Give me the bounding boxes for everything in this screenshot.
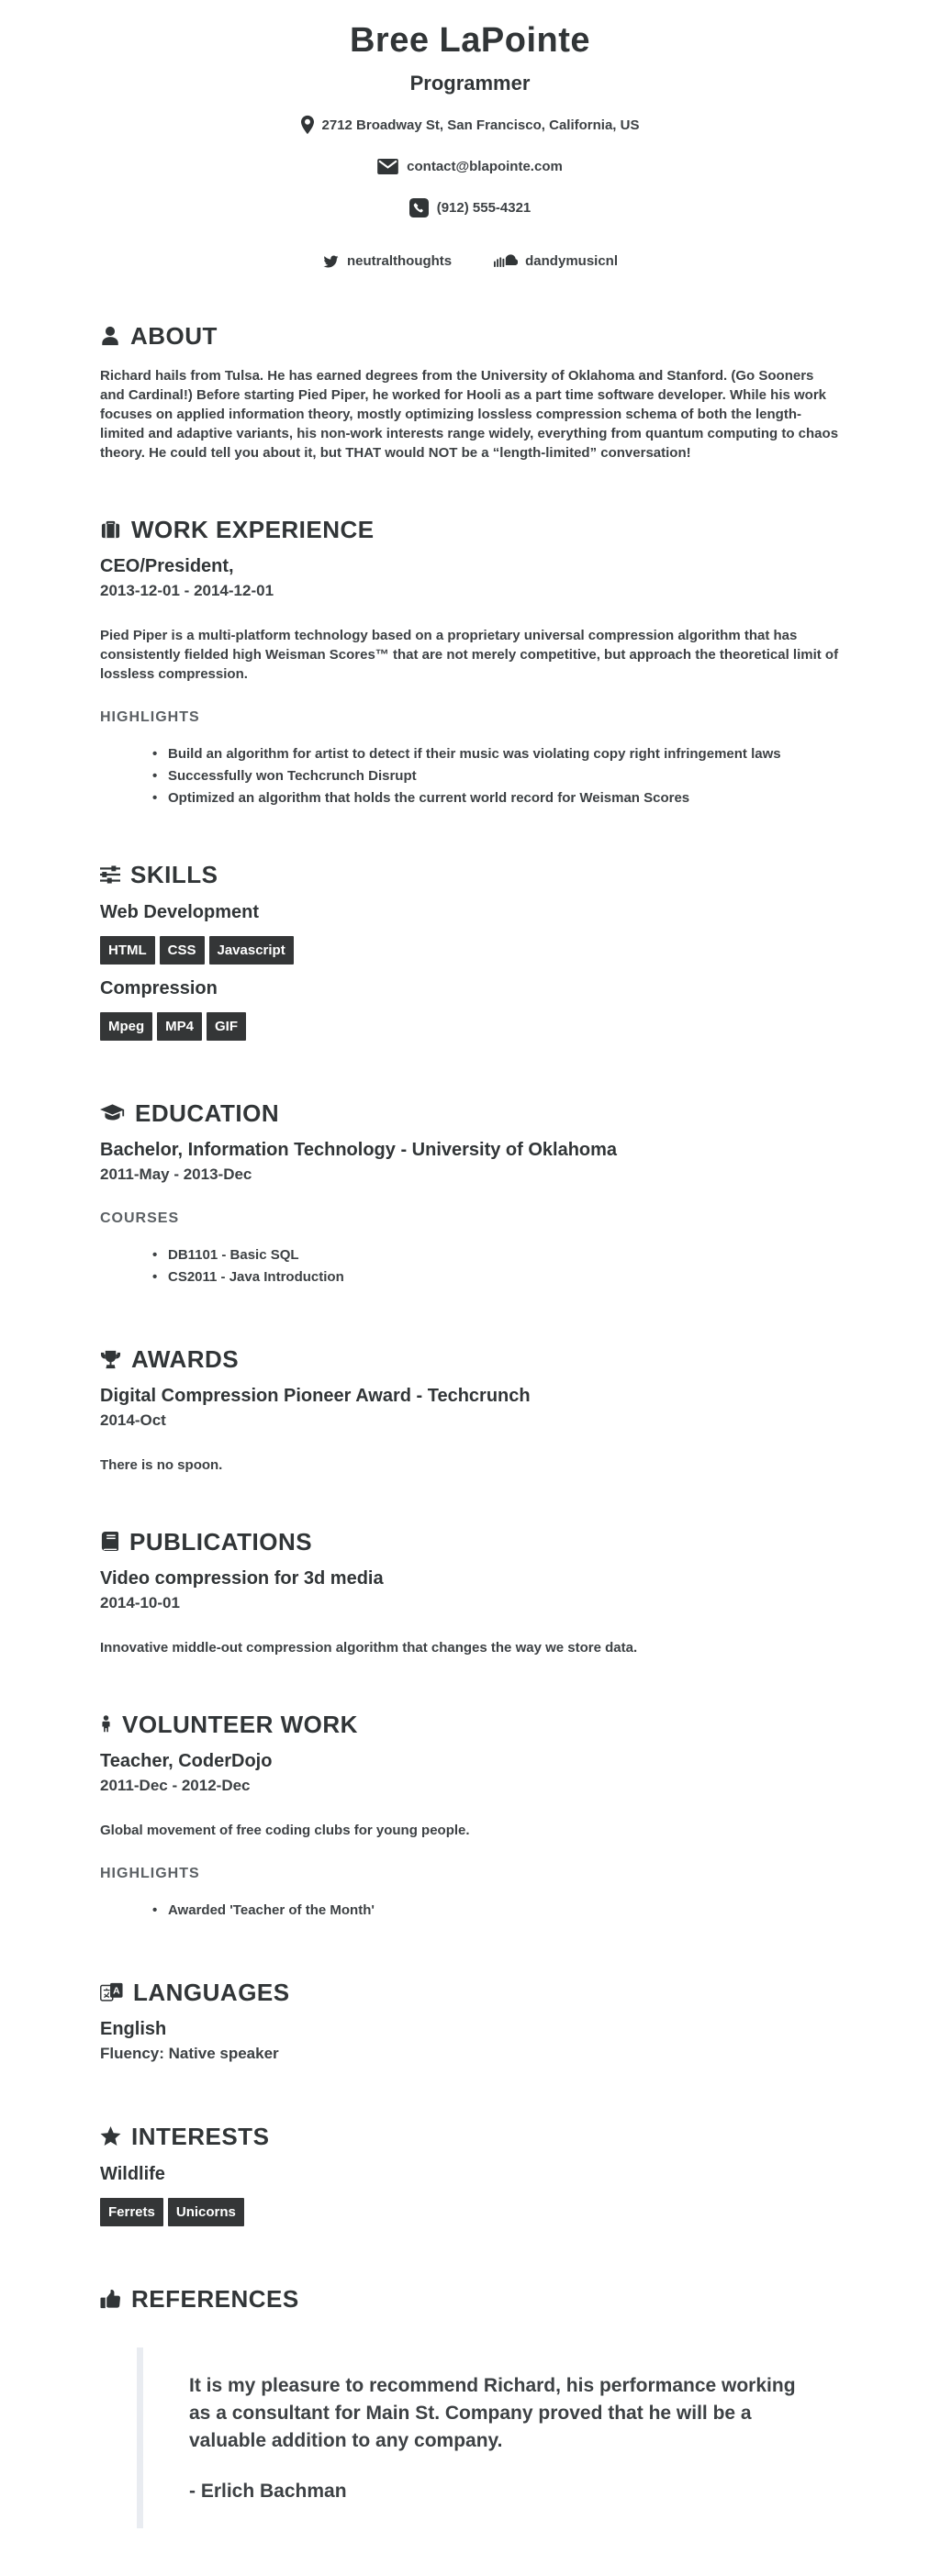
contact-email-row (100, 155, 840, 177)
thumbs-up-icon (100, 2289, 121, 2310)
section-references (100, 2285, 840, 2528)
map-marker-icon (301, 115, 314, 135)
section-interests (100, 2123, 840, 2226)
course-item: • CS2011 - Java Introduction (152, 1267, 840, 1287)
graduation-cap-icon (100, 1104, 125, 1122)
contact-address-row (100, 114, 840, 136)
work-highlights-list (100, 744, 840, 808)
publication-name: Video compression for 3d media (100, 1568, 384, 1589)
email-text: contact@blapointe.com (407, 158, 563, 174)
about-text: Richard hails from Tulsa. He has earned degrees from the University of Oklahoma and Stanford. (Go Sooners and Cardinal!) Before starting Pied Piper, he worked for Hooli as a part time software developer. While his work focuses on applied information theory, mostly optimizing lossless compression schema of both the length-limited and adaptive variants, his non-work interests range widely, everything from quantum computing to chaos theory. He could tell you about it, but THAT would NOT be a “length-limited” conversation! (100, 368, 839, 461)
svg-text:A: A (112, 1985, 120, 1997)
phone-text: (912) 555-4321 (436, 199, 532, 216)
resume-header (100, 20, 840, 269)
interest-tags (100, 2198, 840, 2226)
interest-name: Wildlife (100, 2164, 165, 2184)
soundcloud-handle: dandymusicnl (525, 253, 618, 269)
skill-tag: HTML (100, 936, 155, 965)
education-title: EDUCATION (135, 1099, 280, 1127)
work-highlight-item: • Optimized an algorithm that holds the current world record for Weisman Scores (152, 788, 840, 808)
volunteer-dates: 2011-Dec - 2012-Dec (100, 1777, 251, 1794)
social-soundcloud (494, 253, 618, 269)
references-title: REFERENCES (131, 2285, 299, 2313)
volunteer-header (100, 1711, 840, 1738)
volunteer-summary: Global movement of free coding clubs for young people. (100, 1823, 470, 1838)
award-name: Digital Compression Pioneer Award - Techcrunch (100, 1386, 531, 1406)
reference-quote-block (137, 2347, 803, 2528)
child-icon (100, 1713, 112, 1735)
section-publications (100, 1528, 840, 1657)
about-header (100, 322, 840, 350)
course-item: • DB1101 - Basic SQL (152, 1245, 840, 1265)
work-header (100, 516, 840, 543)
interest-tag: Unicorns (168, 2198, 244, 2226)
address-text: 2712 Broadway St, San Francisco, California, US (321, 117, 640, 133)
publication-summary: Innovative middle-out compression algorithm that changes the way we store data. (100, 1640, 638, 1656)
contact-block (100, 114, 840, 218)
skill-tag: Mpeg (100, 1012, 152, 1041)
volunteer-position: Teacher, CoderDojo (100, 1751, 273, 1771)
awards-title: AWARDS (131, 1345, 240, 1373)
skills-group-tags (100, 936, 840, 965)
languages-title: LANGUAGES (133, 1979, 290, 2006)
skills-group-tags (100, 1012, 840, 1041)
publication-date: 2014-10-01 (100, 1594, 180, 1611)
skill-tag: Javascript (209, 936, 294, 965)
education-dates: 2011-May - 2013-Dec (100, 1165, 252, 1183)
award-summary: There is no spoon. (100, 1457, 223, 1473)
skills-header (100, 861, 840, 888)
awards-header (100, 1345, 840, 1373)
phone-square-icon (409, 198, 429, 217)
education-header (100, 1099, 840, 1127)
sliders-icon (100, 864, 120, 885)
about-title: ABOUT (130, 322, 218, 350)
briefcase-icon (100, 519, 121, 541)
language-fluency: Fluency: Native speaker (100, 2045, 279, 2062)
work-dates: 2013-12-01 - 2014-12-01 (100, 582, 274, 599)
volunteer-highlights-list (100, 1901, 840, 1920)
envelope-icon (377, 159, 398, 174)
interests-title: INTERESTS (131, 2123, 270, 2150)
section-education (100, 1099, 840, 1287)
skills-group-name: Compression (100, 978, 218, 998)
soundcloud-icon (494, 254, 518, 268)
section-skills (100, 861, 840, 1041)
star-icon (100, 2126, 121, 2147)
skill-tag: MP4 (157, 1012, 202, 1041)
trophy-icon (100, 1349, 121, 1370)
section-work (100, 516, 840, 808)
person-name: Bree LaPointe (349, 21, 591, 60)
social-twitter (322, 253, 452, 269)
volunteer-title: VOLUNTEER WORK (122, 1711, 358, 1738)
book-icon (100, 1532, 119, 1553)
work-highlights-label: HIGHLIGHTS (100, 709, 200, 725)
languages-header (100, 1979, 840, 2006)
section-languages (100, 1979, 840, 2064)
section-awards (100, 1345, 840, 1475)
work-position: CEO/President, (100, 556, 234, 576)
references-header (100, 2285, 840, 2313)
education-courses-label: COURSES (100, 1210, 180, 1226)
skills-group-name: Web Development (100, 902, 259, 922)
reference-attribution: - Erlich Bachman (189, 2481, 347, 2502)
language-icon (100, 1982, 123, 2002)
twitter-icon (322, 254, 340, 269)
twitter-handle: neutralthoughts (346, 253, 453, 269)
volunteer-highlight-item: • Awarded 'Teacher of the Month' (152, 1901, 840, 1920)
work-highlight-item: • Build an algorithm for artist to detect if their music was violating copy right infringement laws (152, 744, 840, 764)
skill-tag: CSS (160, 936, 205, 965)
skills-title: SKILLS (130, 861, 218, 888)
education-courses-list (100, 1245, 840, 1287)
section-about (100, 322, 840, 463)
publications-header (100, 1528, 840, 1556)
interest-tag: Ferrets (100, 2198, 163, 2226)
contact-phone-row (100, 196, 840, 218)
interests-header (100, 2123, 840, 2150)
section-volunteer (100, 1711, 840, 1920)
skill-tag: GIF (207, 1012, 246, 1041)
user-icon (100, 325, 120, 347)
person-title: Programmer (409, 72, 531, 95)
work-summary: Pied Piper is a multi-platform technology based on a proprietary universal compression algorithm that has consistently fielded high Weisman Scores™ that are not merely competitive, but approach the theoretical limit of lossless compression. (100, 628, 839, 682)
reference-quote-text: It is my pleasure to recommend Richard, his performance working as a consultant for Main St. Company proved that he will be a valuable addition to any company. (189, 2375, 796, 2451)
work-highlight-item: • Successfully won Techcrunch Disrupt (152, 766, 840, 786)
publications-title: PUBLICATIONS (129, 1528, 313, 1556)
social-row (100, 253, 840, 269)
language-name: English (100, 2019, 167, 2039)
volunteer-highlights-label: HIGHLIGHTS (100, 1866, 200, 1881)
resume-page (100, 0, 840, 2576)
award-date: 2014-Oct (100, 1411, 166, 1429)
work-title: WORK EXPERIENCE (131, 516, 375, 543)
education-degree: Bachelor, Information Technology - University of Oklahoma (100, 1140, 618, 1160)
